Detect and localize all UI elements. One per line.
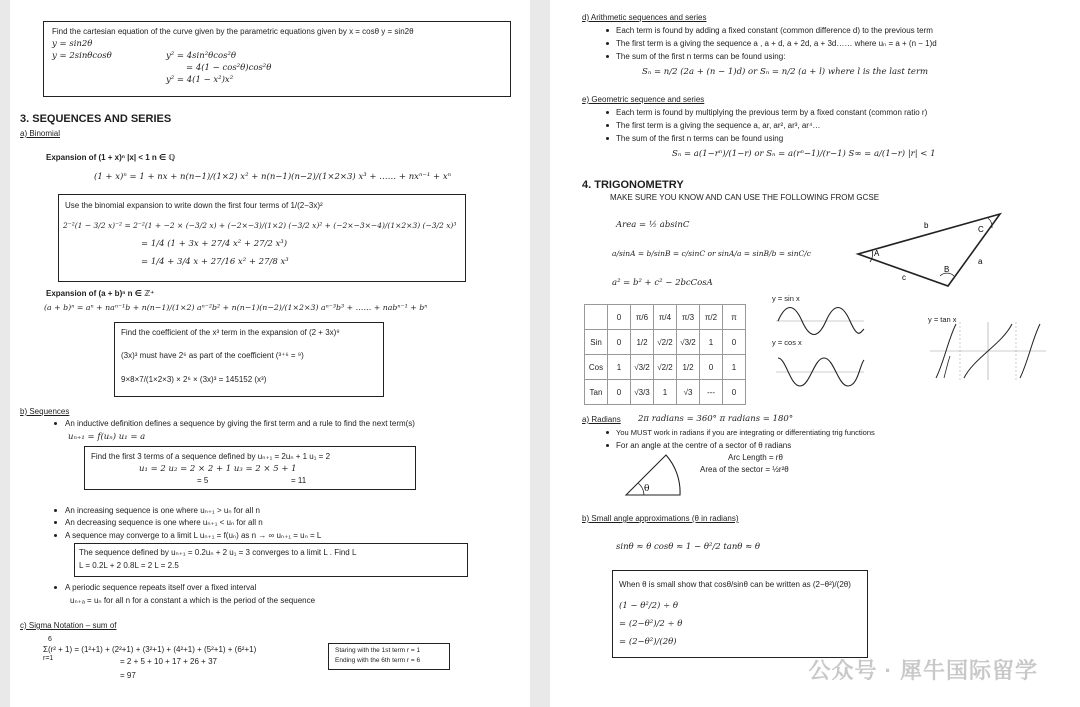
expansion-1-label: Expansion of (1 + x)ⁿ |x| < 1 n ∈ ℚ <box>46 153 176 162</box>
triangle-a: a <box>978 257 983 266</box>
triangle-b: b <box>924 221 929 230</box>
sequences-label: b) Sequences <box>20 407 70 416</box>
triangle-diagram <box>850 208 1010 292</box>
triangle-A: A <box>874 249 880 258</box>
trig-sin-row: Sin 0 1/2 √2/2 √3/2 1 0 <box>585 330 746 355</box>
radians-label: a) Radians <box>582 415 621 424</box>
sequence-line-1: u₁ = 2 u₂ = 2 × 2 + 1 u₃ = 2 × 5 + 1 <box>139 464 297 474</box>
binomial-line-3: = 1/4 + 3/4 x + 27/16 x² + 27/8 x³ <box>141 257 289 267</box>
cartesian-line-2: y = 2sinθcosθ <box>52 51 112 61</box>
expansion-1-formula: (1 + x)ⁿ = 1 + nx + n(n−1)/(1×2) x² + n(n−1)(n−2)/(1×2×3) x³ + …… + nxⁿ⁻¹ + xⁿ <box>94 172 452 182</box>
gcse-note: MAKE SURE YOU KNOW AND CAN USE THE FOLLOWING FROM GCSE <box>610 193 880 202</box>
binomial-line-1: 2⁻²(1 − 3/2 x)⁻² = 2⁻²(1 + −2 × (−3/2 x) + (−2×−3)/(1×2) (−3/2 x)² + (−2×−3×−4)/(1×2×3) (−3/2 x)³ <box>63 221 457 230</box>
arc-length: Arc Length = rθ <box>728 453 783 462</box>
left-page <box>10 0 530 707</box>
cartesian-line-3: y² = 4sin²θcos²θ <box>166 51 236 61</box>
sector-area: Area of the sector = ½r²θ <box>700 465 789 474</box>
sin-graph <box>776 303 866 339</box>
trig-header-row: 0 π/6 π/4 π/3 π/2 π <box>585 305 746 330</box>
sector-theta: θ <box>644 484 650 494</box>
tan-graph-label: y = tan x <box>928 315 957 324</box>
arithmetic-label: d) Arithmetic sequences and series <box>582 13 707 22</box>
cartesian-line-5: y² = 4(1 − x²)x² <box>166 75 234 85</box>
triangle-B: B <box>944 265 950 274</box>
limit-line-1: The sequence defined by uₙ₊₁ = 0.2uₙ + 2 u₁ = 3 converges to a limit L . Find L <box>79 548 357 557</box>
arithmetic-item-2: The first term is a giving the sequence a , a + d, a + 2d, a + 3d…… where uₙ = a + (n − 1)d <box>616 39 937 48</box>
trig-cos-row: Cos 1 √3/2 √2/2 1/2 0 1 <box>585 355 746 380</box>
trig-tan-row: Tan 0 √3/3 1 √3 --- 0 <box>585 380 746 405</box>
arithmetic-sum: Sₙ = n/2 (2a + (n − 1)d) or Sₙ = n/2 (a + l) where l is the last term <box>642 67 929 77</box>
section-4-title: 4. TRIGONOMETRY <box>582 179 684 191</box>
cartesian-line-4: = 4(1 − cos²θ)cos²θ <box>186 63 272 73</box>
small-angle-line-2: = (2−θ²)/2 ÷ θ <box>619 619 683 629</box>
cartesian-line-1: y = sin2θ <box>52 39 93 49</box>
binomial-line-2: = 1/4 (1 + 3x + 27/4 x² + 27/2 x³) <box>141 239 288 249</box>
geometric-item-2: The first term is a giving the sequence a, ar, ar², ar³, ar⁴… <box>616 121 821 130</box>
inductive-text: An inductive definition defines a sequence by giving the first term and a rule to find the next term(s) <box>65 419 415 428</box>
sector-diagram <box>616 453 684 505</box>
cos-graph <box>776 354 866 390</box>
coefficient-line-1: (3x)³ must have 2⁶ as part of the coefficient (³⁺⁶ = ⁹) <box>121 351 304 360</box>
coefficient-example-box <box>114 322 384 397</box>
small-angle-line-3: = (2−θ²)/(2θ) <box>619 637 677 647</box>
sequence-line-2b: = 11 <box>291 476 307 485</box>
binomial-example-box <box>58 194 466 282</box>
small-angle-label: b) Small angle approximations (θ in radians) <box>582 514 739 523</box>
expansion-2-label: Expansion of (a + b)ⁿ n ∈ ℤ⁺ <box>46 289 155 298</box>
sin-graph-label: y = sin x <box>772 294 800 303</box>
increasing-text: An increasing sequence is one where uₙ₊₁ > uₙ for all n <box>65 506 260 515</box>
arithmetic-item-3: The sum of the first n terms can be found using: <box>616 52 786 61</box>
geometric-item-1: Each term is found by multiplying the previous term by a fixed constant (common ratio r) <box>616 108 928 117</box>
sigma-line-1: Σ(r² + 1) = (1²+1) + (2²+1) + (3²+1) + (4²+1) + (5²+1) + (6²+1) <box>43 645 257 654</box>
sine-rule: a/sinA = b/sinB = c/sinC or sinA/a = sinB/b = sinC/c <box>612 249 811 258</box>
sigma-lower-limit: r=1 <box>43 655 54 662</box>
small-angle-question: When θ is small show that cosθ/sinθ can be written as (2−θ²)/(2θ) <box>619 580 851 589</box>
binomial-label: a) Binomial <box>20 129 61 138</box>
sigma-line-2: = 2 + 5 + 10 + 17 + 26 + 37 <box>120 657 217 666</box>
sequence-example-box <box>84 446 416 490</box>
sigma-note-2: Ending with the 6th term r = 6 <box>335 657 421 664</box>
inductive-formula: uₙ₊₁ = f(uₙ) u₁ = a <box>68 432 146 442</box>
area-formula: Area = ½ absinC <box>616 220 690 230</box>
sigma-line-3: = 97 <box>120 671 136 680</box>
right-page <box>550 0 1080 707</box>
small-angle-example-box <box>612 570 868 658</box>
sequence-line-2a: = 5 <box>197 476 209 485</box>
periodic-formula: uₙ₊ₐ = uₙ for all n for a constant a which is the period of the sequence <box>70 596 316 605</box>
coefficient-line-2: 9×8×7/(1×2×3) × 2⁶ × (3x)³ = 145152 (x³) <box>121 375 267 384</box>
small-angle-line-1: (1 − θ²/2) ÷ θ <box>619 601 679 611</box>
sigma-note-1: Staring with the 1st term r = 1 <box>335 647 421 654</box>
expansion-2-formula: (a + b)ⁿ = aⁿ + naⁿ⁻¹b + n(n−1)/(1×2) aⁿ⁻²b² + n(n−1)(n−2)/(1×2×3) aⁿ⁻³b³ + …… + nabⁿ⁻¹ + bⁿ <box>44 303 428 312</box>
geometric-item-3: The sum of the first n terms can be found using <box>616 134 784 143</box>
watermark: 公众号 · 犀牛国际留学 <box>808 658 1038 683</box>
geometric-sum: Sₙ = a(1−rⁿ)/(1−r) or Sₙ = a(rⁿ−1)/(r−1) S∞ = a/(1−r) |r| < 1 <box>672 149 936 159</box>
binomial-question: Use the binomial expansion to write down the first four terms of 1/(2−3x)² <box>65 201 323 210</box>
sigma-upper-limit: 6 <box>48 636 52 643</box>
radians-item-2: For an angle at the centre of a sector of θ radians <box>616 441 792 450</box>
coefficient-question: Find the coefficient of the x³ term in the expansion of (2 + 3x)⁹ <box>121 328 340 337</box>
limit-example-box <box>74 543 468 577</box>
section-3-title: 3. SEQUENCES AND SERIES <box>20 113 172 125</box>
arithmetic-item-1: Each term is found by adding a fixed constant (common difference d) to the previous term <box>616 26 933 35</box>
decreasing-text: An decreasing sequence is one where uₙ₊₁ < uₙ for all n <box>65 518 263 527</box>
trig-values-table <box>584 304 746 405</box>
cartesian-example-box <box>43 21 511 97</box>
triangle-c: c <box>902 273 906 282</box>
cosine-rule: a² = b² + c² − 2bcCosA <box>612 278 713 288</box>
triangle-C: C <box>978 225 984 234</box>
periodic-text: A periodic sequence repeats itself over a fixed interval <box>65 583 257 592</box>
limit-text: A sequence may converge to a limit L uₙ₊₁ = f(uₙ) as n → ∞ uₙ₊₁ = uₙ = L <box>65 531 322 540</box>
sigma-label: c) Sigma Notation – sum of <box>20 621 117 630</box>
limit-line-2: L = 0.2L + 2 0.8L = 2 L = 2.5 <box>79 561 179 570</box>
sigma-note-box <box>328 643 450 670</box>
radians-conversion: 2π radians = 360° π radians = 180° <box>638 414 794 424</box>
geometric-label: e) Geometric sequence and series <box>582 95 705 104</box>
radians-item-1: You MUST work in radians if you are integrating or differentiating trig functions <box>616 428 875 437</box>
cartesian-question: Find the cartesian equation of the curve given by the parametric equations given by x = cosθ y = sin2θ <box>52 27 414 36</box>
small-angle-formulas: sinθ ≈ θ cosθ ≈ 1 − θ²/2 tanθ ≈ θ <box>616 542 761 552</box>
cos-graph-label: y = cos x <box>772 338 802 347</box>
sequence-question: Find the first 3 terms of a sequence defined by uₙ₊₁ = 2uₙ + 1 u₁ = 2 <box>91 452 331 461</box>
tan-graph <box>930 322 1048 380</box>
